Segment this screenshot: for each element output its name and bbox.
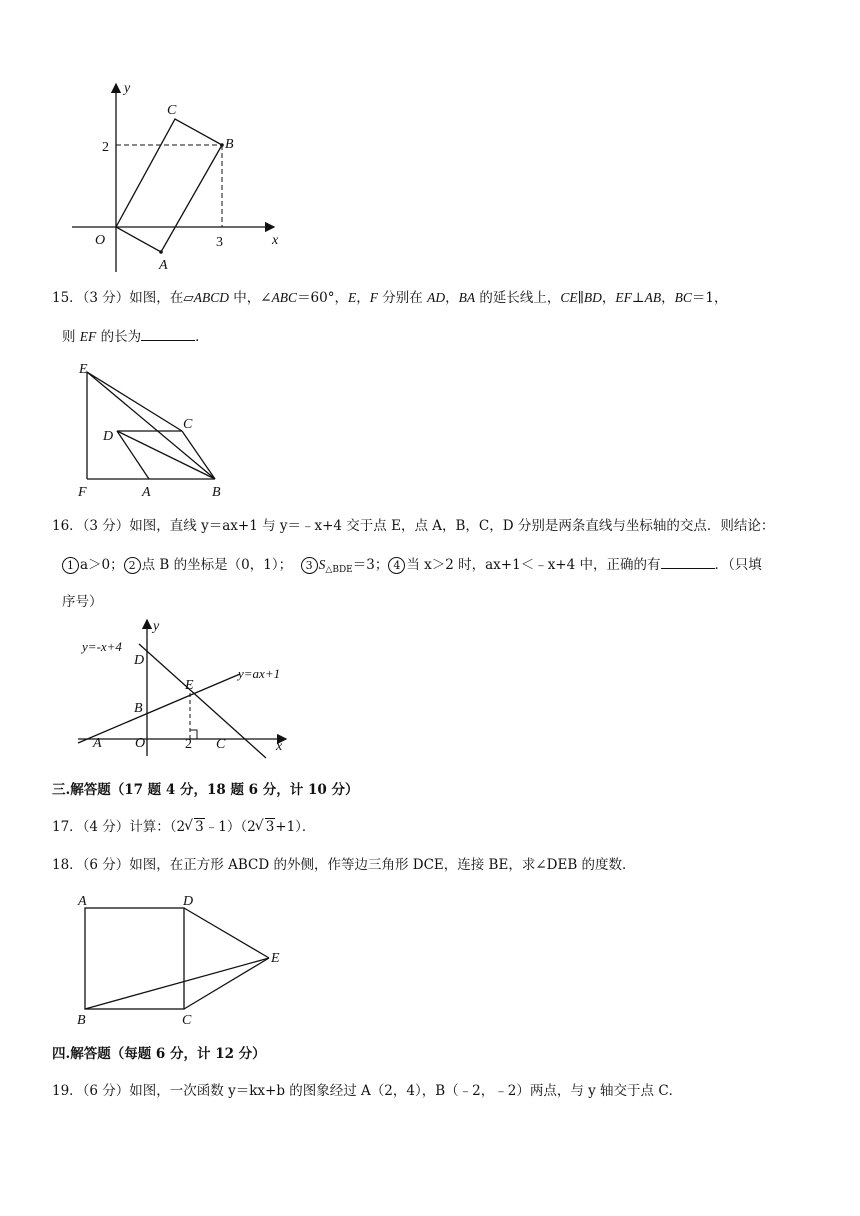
question-17: 17．（4 分）计算：（2√ 3﹣1）（2√ 3+1）． (0, 817, 860, 837)
point-c-label: C (167, 103, 177, 118)
point-a-label: A (159, 258, 168, 273)
point-d-label: D (103, 429, 114, 444)
tick-2-label: 2 (102, 140, 109, 155)
line-label-2: y=ax+1 (238, 666, 281, 681)
origin-label: O (95, 233, 106, 248)
y-axis-label: y (124, 81, 131, 96)
origin-label: O (135, 736, 146, 751)
figure-parallelogram-coordinates (60, 76, 290, 281)
section-4-title: 四.解答题（每题 6 分，计 12 分） (52, 1046, 266, 1062)
question-15-line-2: 则 EF 的长为 ． (0, 326, 860, 347)
question-15-line-1: 15．（3 分）如图，在▱ABCD 中，∠ABC＝60°，E，F 分别在 AD，BA 的延长线上，CE∥BD，EF⊥AB，BC＝1， (52, 290, 728, 306)
figure-two-lines (74, 614, 294, 764)
point-a-label: A (142, 485, 151, 500)
point-c-label: C (183, 417, 193, 432)
x-axis-label: x (272, 233, 279, 248)
question-16-line-2: 1 a＞0； 2 点 B 的坐标是（0，1）； 3 $S_{\triangle BDE}=3$； 4 当 x＞2 时，ax+1＜﹣x+4 中，正确的有 ．（只填 (0, 554, 860, 580)
point-b-label: B (77, 1013, 86, 1028)
answer-blank-16 (661, 554, 715, 569)
point-e-label: E (271, 951, 280, 966)
question-16-line-3: 序号） (62, 594, 103, 610)
question-18: 18．（6 分）如图，在正方形 ABCD 的外侧，作等边三角形 DCE，连接 BE，求∠DEB 的度数． (52, 857, 636, 873)
y-axis-label: y (153, 619, 160, 634)
tick-3-label: 3 (216, 235, 223, 250)
point-e-label: E (79, 362, 88, 377)
line-label-1: y=-x+4 (82, 639, 122, 654)
point-f-label: F (78, 485, 87, 500)
point-c-label: C (182, 1013, 192, 1028)
figure-square-triangle (72, 890, 292, 1030)
x-axis-label: x (276, 739, 283, 754)
point-e-label: E (185, 678, 194, 693)
question-16-line-1: 16．（3 分）如图，直线 y＝ax+1 与 y＝﹣x+4 交于点 E，点 A，B，C，D 分别是两条直线与坐标轴的交点．则结论： (52, 518, 775, 534)
section-3-title: 三.解答题（17 题 4 分，18 题 6 分，计 10 分） (52, 782, 359, 798)
point-a-label: A (78, 894, 87, 909)
figure-parallelogram-ef (70, 358, 240, 503)
point-a-label: A (93, 736, 102, 751)
point-b-label: B (212, 485, 221, 500)
question-19: 19．（6 分）如图，一次函数 y＝kx+b 的图象经过 A（2，4），B（﹣2，﹣2）两点，与 y 轴交于点 C． (52, 1083, 683, 1099)
point-d-label: D (183, 894, 194, 909)
point-b-label: B (225, 137, 234, 152)
point-b-label: B (134, 701, 143, 716)
point-c-label: C (216, 737, 226, 752)
point-d-label: D (134, 653, 145, 668)
tick-2-label: 2 (185, 737, 192, 752)
answer-blank-15 (141, 326, 195, 341)
